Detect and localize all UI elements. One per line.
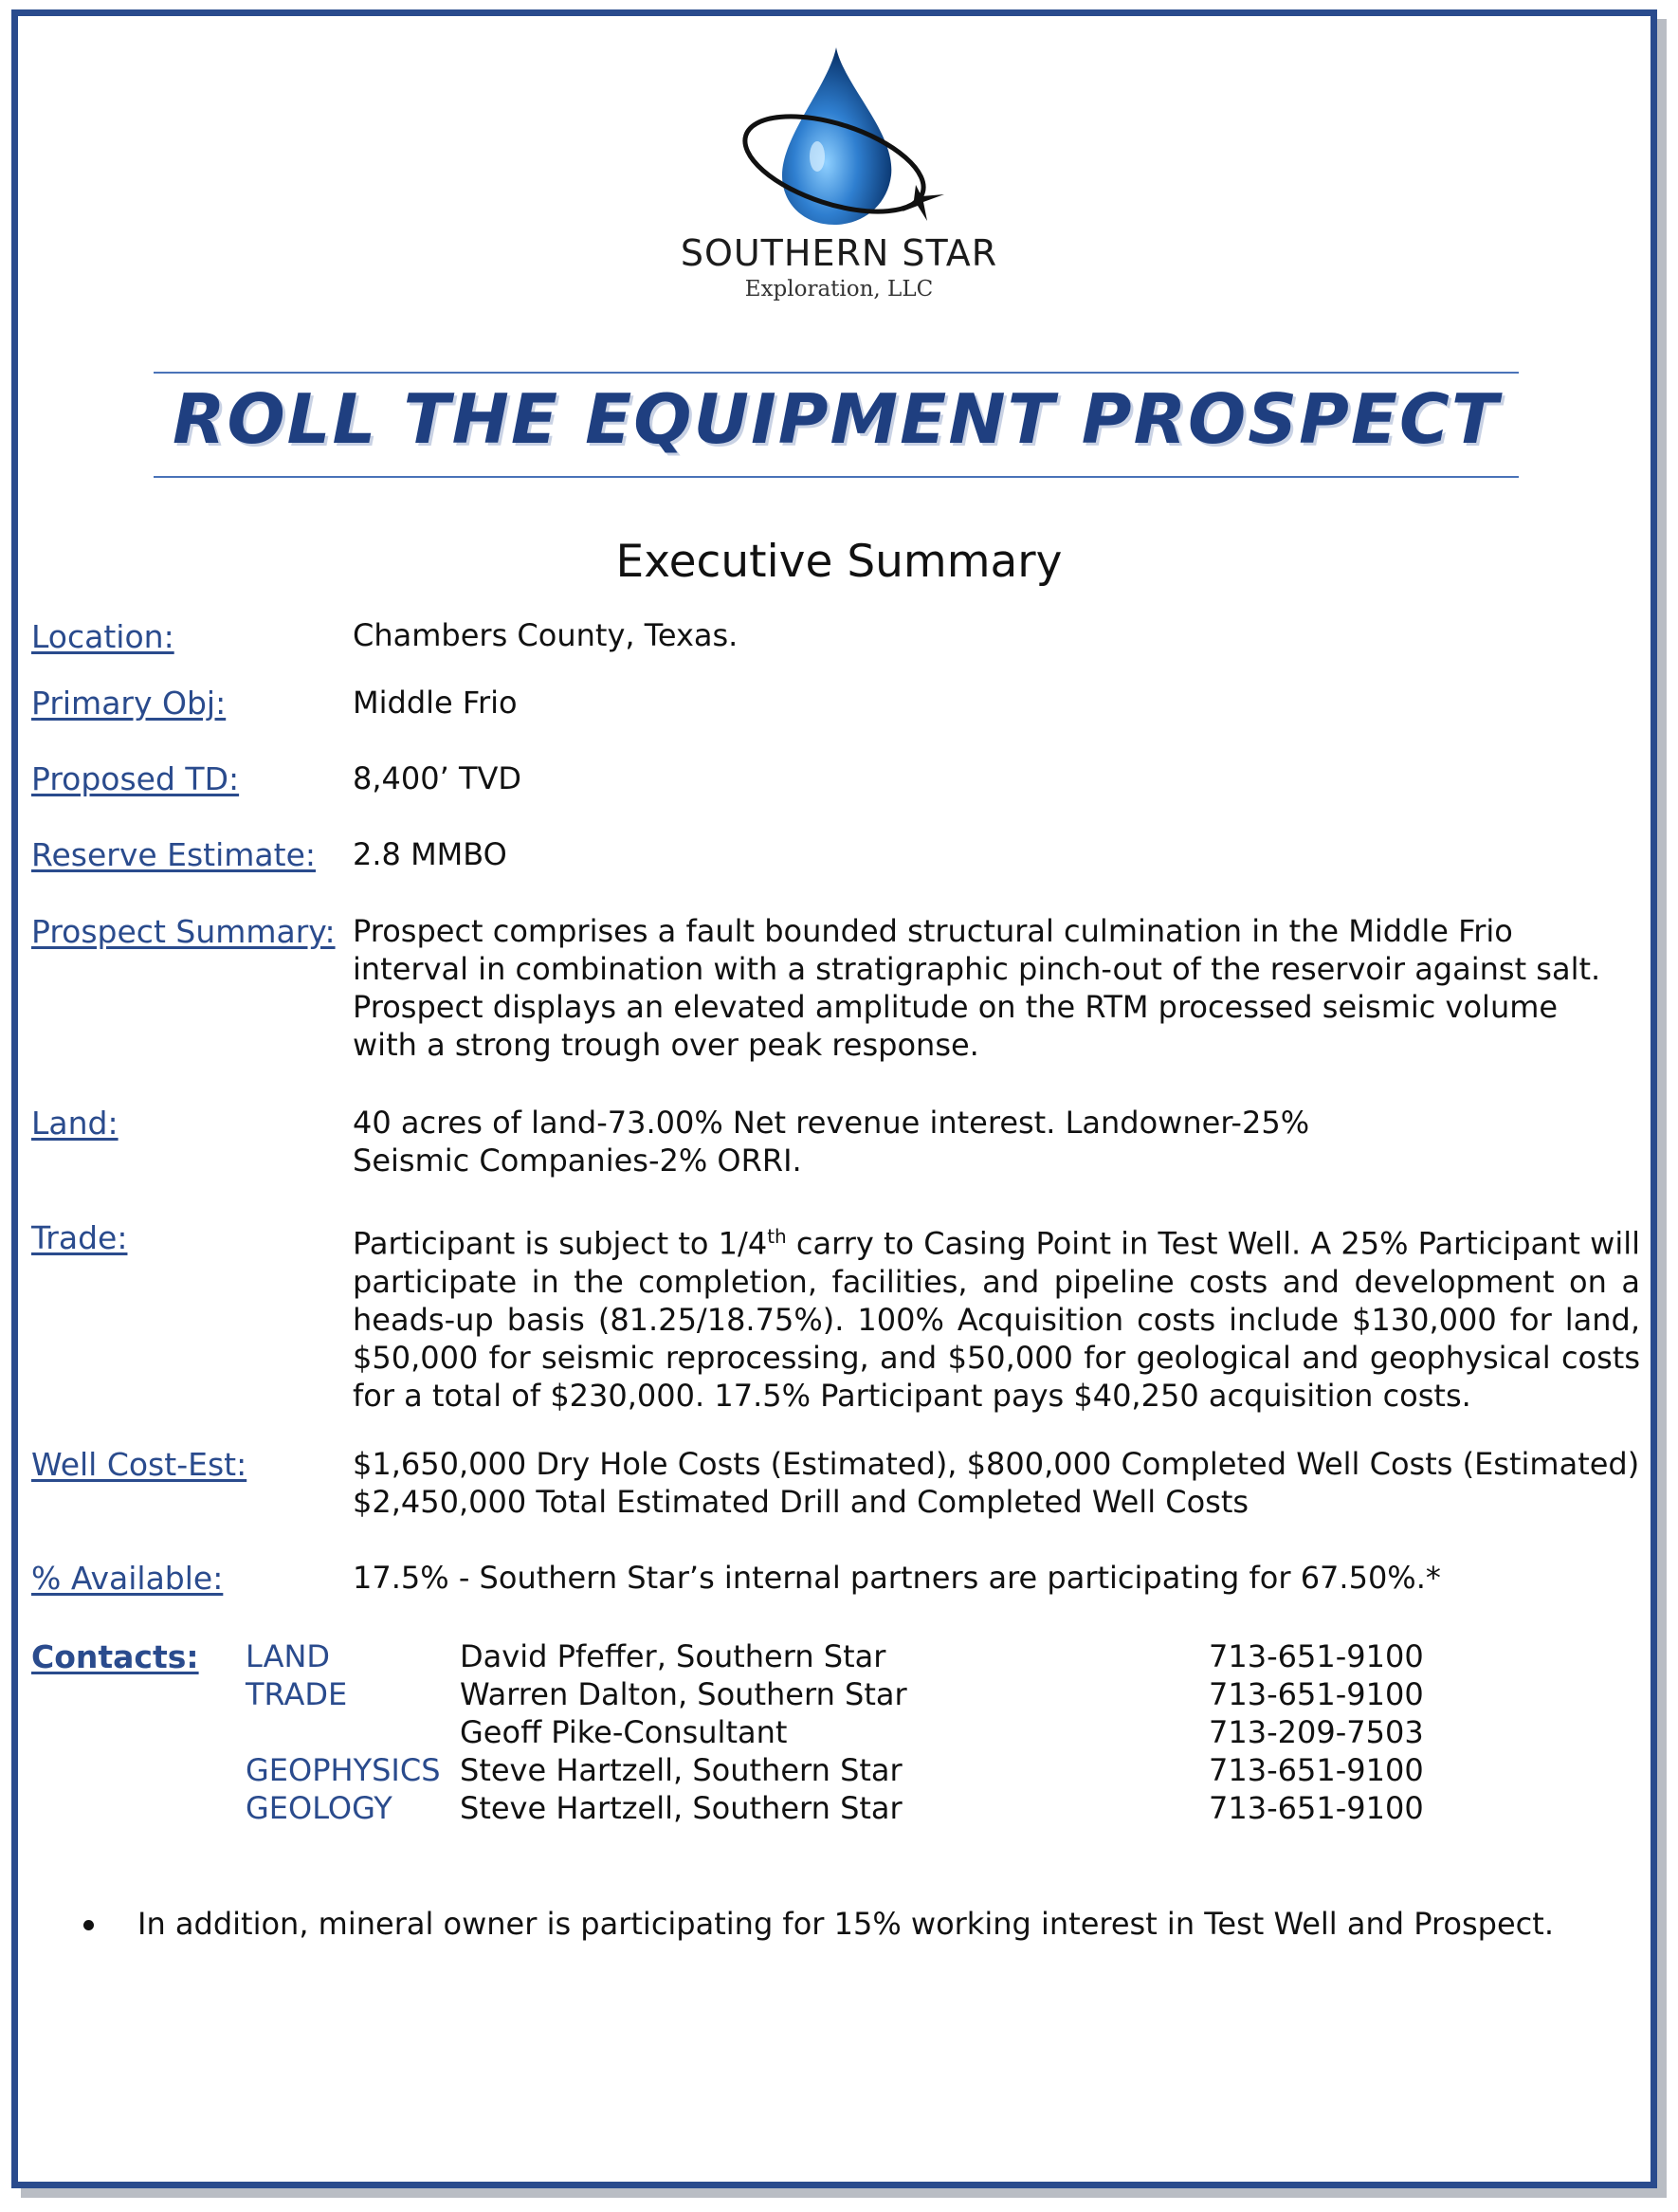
well-cost-value (353, 1445, 1639, 1521)
footnote-text: In addition, mineral owner is participating for 15% working interest in Test Well and Prospect. (137, 1906, 1554, 1942)
well-cost-label: Well Cost-Est: (31, 1446, 247, 1483)
company-logo (645, 43, 1033, 308)
contact-phone: 713-651-9100 (1209, 1790, 1424, 1826)
well-cost-line-2: $2,450,000 Total Estimated Drill and Completed Well Costs (353, 1484, 1249, 1520)
company-name: SOUTHERN STAR (680, 232, 998, 274)
contact-phone: 713-651-9100 (1209, 1638, 1424, 1674)
proposed-td-value: 8,400’ TVD (353, 760, 522, 796)
company-subtitle: Exploration, LLC (744, 277, 934, 302)
contact-phone: 713-651-9100 (1209, 1676, 1424, 1712)
location-value: Chambers County, Texas. (353, 617, 739, 653)
trade-superscript: th (767, 1225, 787, 1248)
primary-obj-label: Primary Obj: (31, 685, 227, 722)
reserve-estimate-value: 2.8 MMBO (353, 836, 507, 872)
contact-name: David Pfeffer, Southern Star (460, 1638, 886, 1674)
reserve-estimate-label: Reserve Estimate: (31, 836, 317, 873)
contacts-label: Contacts: (31, 1638, 199, 1675)
water-drop-with-star-logo (730, 43, 948, 232)
title-rule-top (154, 372, 1519, 374)
prospect-summary-label: Prospect Summary: (31, 913, 336, 950)
contact-phone: 713-209-7503 (1209, 1714, 1424, 1750)
trade-label: Trade: (31, 1219, 128, 1256)
well-cost-line-1: $1,650,000 Dry Hole Costs (Estimated), $800,000 Completed Well Costs (Estimated) (353, 1446, 1640, 1482)
land-line-1: 40 acres of land-73.00% Net revenue interest. Landowner-25% (353, 1105, 1310, 1141)
trade-value (353, 1217, 1640, 1415)
prospect-summary-value: Prospect comprises a fault bounded structural culmination in the Middle Frio interval in combination with a stratigraphic pinch-out of the reservoir against salt. Prospect displays an elevated amplitude on the RTM processed seismic volume with a strong trough over peak response. (353, 913, 1601, 1063)
available-label: % Available: (31, 1560, 224, 1597)
location-label: Location: (31, 618, 174, 655)
page-border (11, 9, 1657, 2188)
contact-type: GEOLOGY (246, 1790, 392, 1826)
land-line-2: Seismic Companies-2% ORRI. (353, 1143, 802, 1179)
contact-type: GEOPHYSICS (246, 1752, 441, 1788)
contact-name: Geoff Pike-Consultant (460, 1714, 788, 1750)
contact-name: Warren Dalton, Southern Star (460, 1676, 907, 1712)
contact-type: TRADE (246, 1676, 348, 1712)
proposed-td-label: Proposed TD: (31, 760, 240, 797)
land-value (353, 1104, 1309, 1179)
contact-type: LAND (246, 1638, 331, 1674)
contact-name: Steve Hartzell, Southern Star (460, 1752, 903, 1788)
section-heading: Executive Summary (615, 536, 1063, 588)
bullet-icon (83, 1920, 94, 1930)
title-rule-bottom (154, 476, 1519, 478)
available-value: 17.5% - Southern Star’s internal partners are participating for 67.50%.* (353, 1560, 1441, 1596)
trade-text-rest: carry to Casing Point in Test Well. A 25% Participant will participate in the completion, facilities, and pipeline costs and development on a heads-up basis (81.25/18.75%). 100% Acquisition costs include $130,000 for land, $50,000 for seismic reprocessing, and $50,000 for geological and geophysical costs for a total of $230,000. 17.5% Participant pays $40,250 acquisition costs. (353, 1225, 1641, 1414)
land-label: Land: (31, 1105, 119, 1142)
trade-text-start: Participant is subject to 1/4 (353, 1225, 768, 1262)
primary-obj-value: Middle Frio (353, 685, 518, 721)
page-title: ROLL THE EQUIPMENT PROSPECT (173, 379, 1500, 459)
contact-phone: 713-651-9100 (1209, 1752, 1424, 1788)
contact-name: Steve Hartzell, Southern Star (460, 1790, 903, 1826)
